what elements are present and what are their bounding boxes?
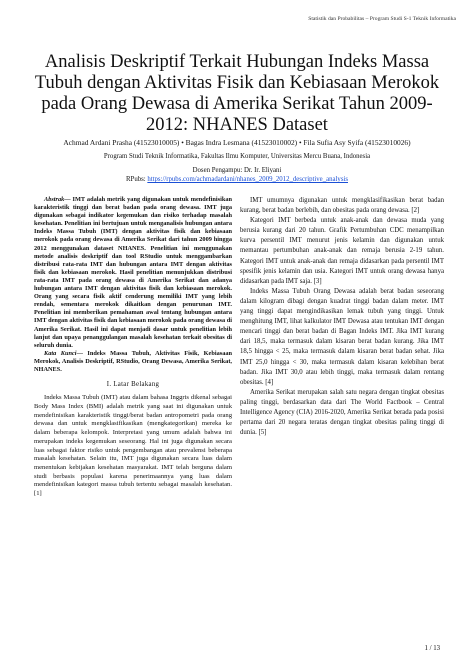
paragraph: Indeks Massa Tubuh Orang Dewasa adalah berat badan seseorang dalam kilogram dibagi dengan kuadrat tinggi badan dalam meter. IMT yang tinggi dapat mengindikasikan lemak tubuh yang tinggi. Untuk menghitung IMT, lihat kalkulator IMT Dewasa atau tentukan IMT dengan mencari tinggi dan berat badan di Bagan Indeks IMT. Jika IMT kurang dari 18,5, maka termasuk dalam kisaran berat badan kurang. Jika IMT 18,5 hingga < 25, maka termasuk dalam kisaran berat badan sehat. Jika IMT 25,0 hingga < 30, maka termasuk dalam kisaran kelebihan berat badan. Jika IMT 30,0 atau lebih tinggi, maka termasuk dalam rentang obesitas. [4]: [240, 287, 444, 386]
affiliation: Program Studi Teknik Informatika, Fakultas Ilmu Komputer, Universitas Mercu Buana, Indonesia: [103, 153, 371, 160]
rpubs-label: RPubs:: [126, 176, 148, 183]
rpubs-line: [10, 175, 464, 185]
background-paragraph: Indeks Massa Tubuh (IMT) atau dalam bahasa Inggris dikenal sebagai Body Mass Index (BMI) adalah metrik yang saat ini digunakan untuk mendefinisikan karakteristik tinggi/berat badan antropometri pada orang dewasa dan untuk mengklasifikasikan (mengkategorikan) mereka ke dalam beberapa kelompok. Interpretasi yang umum adalah bahwa ini merupakan indeks kegemukan seseorang. Hal ini juga digunakan secara luas sebagai faktor risiko untuk pengembangan atau prevalensi beberapa masalah kesehatan. Selain itu, IMT juga digunakan secara luas dalam menentukan kebijakan kesehatan masyarakat. IMT telah berguna dalam studi berbasis populasi karena penerimaannya yang luas dalam mendefinisikan kategori massa tubuh tertentu sebagai masalah kesehatan. [1]: [34, 394, 232, 498]
running-header: Statistik dan Probabilitas – Program Studi S-1 Teknik Informatika: [308, 16, 456, 22]
paragraph: Amerika Serikat merupakan salah satu negara dengan tingkat obesitas paling tinggi, berdasarkan data dari The World Factbook – Central Intelligence Agency (CIA) 2016-2020, Amerika Serikat berada pada posisi pertama dari 20 negara teratas dengan tingkat obesitas paling tinggi di dunia. [5]: [240, 388, 444, 437]
supervisor: Dosen Pengampu: Dr. Ir. Eliyani: [192, 167, 282, 174]
section-heading: I. Latar Belakang: [106, 381, 160, 389]
abstract: [34, 196, 232, 350]
keywords: [34, 350, 232, 374]
left-column: [34, 196, 232, 499]
paragraph: IMT umumnya digunakan untuk mengklasifikasikan berat badan kurang, berat badan berlebih, dan obesitas pada orang dewasa. [2]: [240, 197, 444, 215]
keywords-text: — Indeks Massa Tubuh, Aktivitas Fisik, Kebiasaan Merokok, Analisis Deskriptif, RStudio, Orang Dewasa, Amerika Serikat, NHANES.: [34, 349, 232, 373]
abstract-text: — IMT adalah metrik yang digunakan untuk mendefinisikan karakteristik tinggi dan berat badan pada orang dewasa. IMT juga digunakan sebagai indikator kegemukan dan risiko terhadap masalah kesehatan. Penelitian ini bertujuan untuk menganalisis hubungan antara Indeks Massa Tubuh (IMT) dengan aktivitas fisik dan kebiasaan merokok pada orang dewasa di Amerika Serikat dari tahun 2009 hingga 2012 menggunakan dataset NHANES. Penelitian ini menggunakan metode analisis deskriptif dan tool RStudio untuk menggambarkan distribusi rata-rata IMT dan hubungan antara IMT dengan aktivitas fisik dan kebiasaan merokok. Hasil penelitian menunjukkan distribusi rata-rata IMT pada orang dewasa di Amerika Serikat dan adanya hubungan antara IMT dengan aktivitas fisik dan kebiasaan merokok. Orang yang secara fisik aktif cenderung memiliki IMT yang lebih rendah, sementara merokok dikaitkan dengan penurunan IMT. Penelitian ini memberikan pemahaman awal tentang hubungan antara IMT dengan aktivitas fisik dan kebiasaan merokok pada orang dewasa di Amerika Serikat. Hasil ini dapat menjadi dasar untuk penelitian lebih lanjut dan upaya penanggulangan masalah kesehatan terkait obesitas di seluruh dunia.: [34, 196, 232, 349]
keywords-label: Kata Kunci: [44, 349, 77, 357]
right-column: [240, 196, 444, 438]
page-number: 1 / 13: [424, 645, 440, 652]
rpubs-link[interactable]: https://rpubs.com/achmadardani/nhanes_2009_2012_descriptive_analysis: [147, 176, 348, 183]
paper-title: Analisis Deskriptif Terkait Hubungan Indeks Massa Tubuh dengan Aktivitas Fisik dan Kebiasaan Merokok pada Orang Dewasa di Amerika Serikat Tahun 2009-2012: NHANES Dataset: [34, 52, 440, 136]
paragraph: Kategori IMT berbeda untuk anak-anak dan dewasa muda yang berusia kurang dari 20 tahun. Grafik Pertumbuhan CDC menampilkan kurva persentil IMT menurut jenis kelamin dan digunakan untuk memantau pertumbuhan anak-anak dan remaja berusia 2-19 tahun. Kategori IMT untuk anak-anak dan remaja didasarkan pada persentil IMT spesifik jenis kelamin dan usia. Kategori IMT untuk orang dewasa hanya didasarkan pada IMT saja. [3]: [240, 217, 444, 285]
author-list: Achmad Ardani Prasha (41523010005) • Bagas Indra Lesmana (41523010002) • Fila Sufia Asy Syifa (41523010026): [63, 138, 411, 147]
abstract-label: Abstrak: [44, 196, 65, 203]
